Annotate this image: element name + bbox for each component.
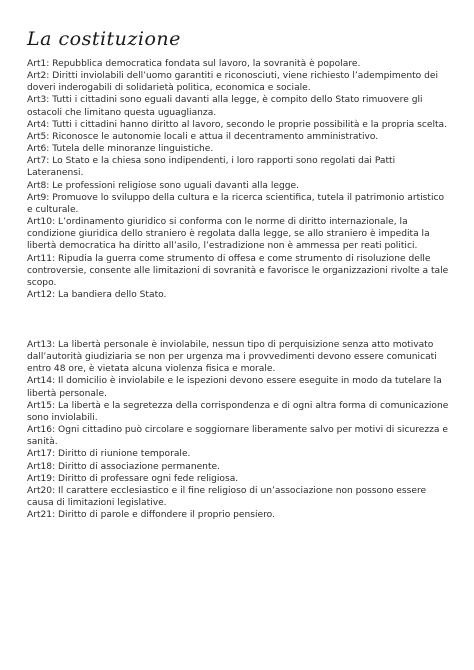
article-11: Art11: Ripudia la guerra come strumento di offesa e come strumento di risoluzione delle controversie, consente alle limitazioni di sovranità e favorisce le organizzazioni rivolte a tale scopo. [27, 253, 449, 288]
article-19: Art19: Diritto di professare ogni fede religiosa. [27, 473, 239, 484]
article-14: Art14: Il domicilio è inviolabile e le ispezioni devono essere eseguite in modo da tutelare la libertà personale. [27, 376, 442, 399]
document-title: La costituzione [27, 28, 181, 50]
article-16: Art16: Ogni cittadino può circolare e soggiornare liberamente salvo per motivi di sicurezza e sanità. [27, 425, 448, 448]
article-20: Art20: Il carattere ecclesiastico e il fine religioso di un’associazione non possono essere causa di limitazioni legislative. [27, 485, 427, 509]
article-5: Art5: Riconosce le autonomie locali e attua il decentramento amministrativo. [27, 131, 379, 142]
articles-section-2 [27, 339, 451, 521]
article-10: Art10: L’ordinamento giuridico si conforma con le norme di diritto internazionale, la condizione giuridica dello straniero è regolata dalla legge, se allo straniero è impedita la libertà democratica ha diritto all’asilo, l’estradizione non è ammessa per reati politici. [27, 217, 430, 252]
article-17: Art17: Diritto di riunione temporale. [27, 449, 191, 460]
article-15: Art15: La libertà e la segretezza della corrispondenza e di ogni altra forma di comunicazione sono inviolabili. [27, 400, 449, 423]
article-7: Art7: Lo Stato e la chiesa sono indipendenti, i loro rapporti sono regolati dai Patti Lateranensi. [27, 156, 396, 179]
article-13: Art13: La libertà personale è inviolabile, nessun tipo di perquisizione senza atto motivato dall’autorità giudiziaria se non per urgenza ma i provvedimenti devono essere comunicati entro 48 ore, è vietata alcuna violenza fisica e morale. [27, 340, 437, 375]
article-21: Art21: Diritto di parole e diffondere il proprio pensiero. [27, 510, 275, 521]
article-3: Art3: Tutti i cittadini sono eguali davanti alla legge, è compito dello Stato rimuovere gli ostacoli che limitano questa uguaglianza. [27, 95, 423, 118]
article-18: Art18: Diritto di associazione permanente. [27, 461, 220, 472]
article-2: Art2: Diritti inviolabili dell’uomo garantiti e riconosciuti, viene richiesto l’adempimento dei doveri inderogabili di solidarietà politica, economica e sociale. [27, 71, 439, 94]
article-6: Art6: Tutela delle minoranze linguistiche. [27, 144, 214, 155]
article-1: Art1: Repubblica democratica fondata sul lavoro, la sovranità è popolare. [27, 59, 361, 69]
article-4: Art4: Tutti i cittadini hanno diritto al lavoro, secondo le proprie possibilità e la propria scelta. [27, 119, 448, 130]
article-8: Art8: Le professioni religiose sono uguali davanti alla legge. [27, 180, 299, 191]
article-12: Art12: La bandiera dello Stato. [27, 289, 167, 300]
article-9: Art9: Promuove lo sviluppo della cultura e la ricerca scientifica, tutela il patrimonio artistico e culturale. [27, 192, 445, 215]
articles-section-1 [27, 58, 451, 301]
